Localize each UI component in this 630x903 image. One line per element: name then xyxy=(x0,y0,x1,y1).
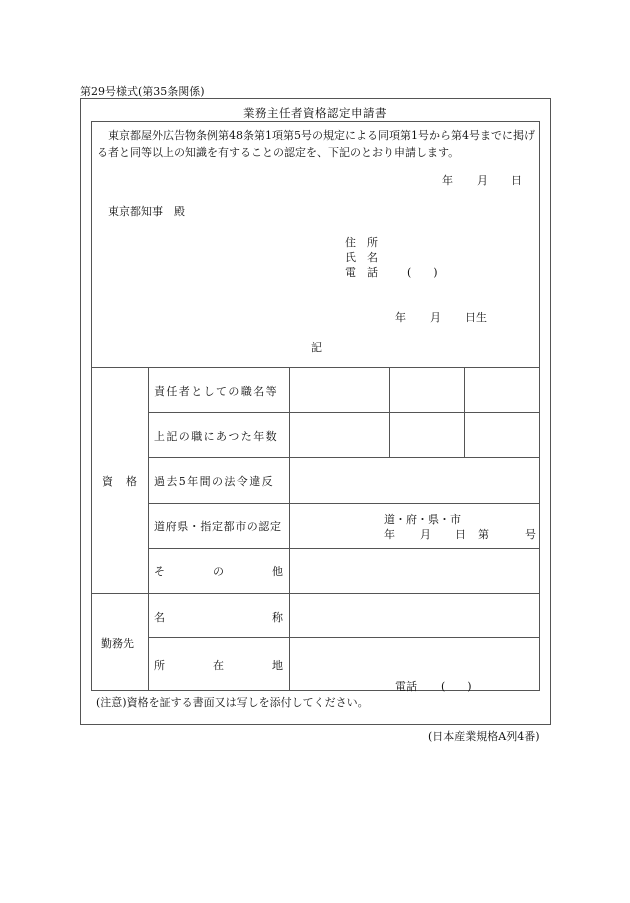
name-label: 氏 名 xyxy=(345,251,378,264)
paper-size: (日本産業規格A列4番) xyxy=(428,730,540,743)
form-number: 第29号様式(第35条関係) xyxy=(80,85,205,98)
date-month: 月 xyxy=(477,174,488,187)
workplace-label: 勤務先 xyxy=(101,637,134,650)
address-label: 住 所 xyxy=(345,236,378,249)
years-in-position-label: 上記の職にあつた年数 xyxy=(154,430,278,443)
years-in-position-input-2[interactable] xyxy=(390,413,464,457)
form-title: 業務主任者資格認定申請書 xyxy=(243,106,387,120)
workplace-address-label-char: 在 xyxy=(213,659,224,672)
prefecture-types: 道・府・県・市 xyxy=(384,513,461,526)
workplace-name-label xyxy=(154,609,283,625)
workplace-address-label-char: 所 xyxy=(154,659,165,672)
addressee: 東京都知事 殿 xyxy=(108,205,185,218)
other-label-char: の xyxy=(213,565,224,578)
position-title-input-3[interactable] xyxy=(465,368,540,412)
cert-go: 号 xyxy=(525,528,536,541)
note: (注意)資格を証する書面又は写しを添付してください。 xyxy=(96,696,369,709)
qualification-label-char: 格 xyxy=(126,475,137,488)
workplace-name-label-char: 称 xyxy=(272,611,283,624)
workplace-phone-parens: ( ) xyxy=(441,680,472,693)
position-title-input[interactable] xyxy=(290,368,389,412)
phone-parens: ( ) xyxy=(407,266,438,279)
workplace-phone-label: 電話 xyxy=(395,680,417,693)
position-title-input-2[interactable] xyxy=(390,368,464,412)
workplace-name-input[interactable] xyxy=(290,594,540,637)
workplace-address-label xyxy=(154,657,283,673)
birth-year: 年 xyxy=(395,311,406,324)
position-title-label: 責任者としての職名等 xyxy=(154,385,278,398)
birth-month: 月 xyxy=(430,311,441,324)
intro-text: 東京都屋外広告物条例第48条第1項第5号の規定による同項第1号から第4号までに掲げる者と同等以上の知識を有することの認定を、下記のとおり申請します。 xyxy=(97,129,535,159)
qualification-label-char: 資 xyxy=(102,475,113,488)
cert-day: 日 xyxy=(455,528,466,541)
other-label-char: そ xyxy=(154,565,165,578)
other-label xyxy=(154,563,283,579)
phone-label: 電 話 xyxy=(345,266,378,279)
violations-label: 過去5年間の法令違反 xyxy=(154,475,274,488)
other-input[interactable] xyxy=(290,549,540,593)
cert-dai: 第 xyxy=(478,528,489,541)
birth-day: 日生 xyxy=(465,311,487,324)
cert-year: 年 xyxy=(384,528,395,541)
ki-label: 記 xyxy=(311,341,322,354)
workplace-name-label-char: 名 xyxy=(154,611,165,624)
years-in-position-input[interactable] xyxy=(290,413,389,457)
workplace-address-input[interactable] xyxy=(290,638,540,673)
divider xyxy=(148,367,149,691)
violations-input[interactable] xyxy=(290,458,540,503)
workplace-address-label-char: 地 xyxy=(272,659,283,672)
other-label-char: 他 xyxy=(272,565,283,578)
divider xyxy=(148,503,540,504)
prefecture-certification-label: 道府県・指定都市の認定 xyxy=(154,520,282,533)
date-year: 年 xyxy=(442,174,453,187)
qualification-label xyxy=(102,473,137,489)
date-day: 日 xyxy=(511,174,522,187)
cert-month: 月 xyxy=(420,528,431,541)
years-in-position-input-3[interactable] xyxy=(465,413,540,457)
